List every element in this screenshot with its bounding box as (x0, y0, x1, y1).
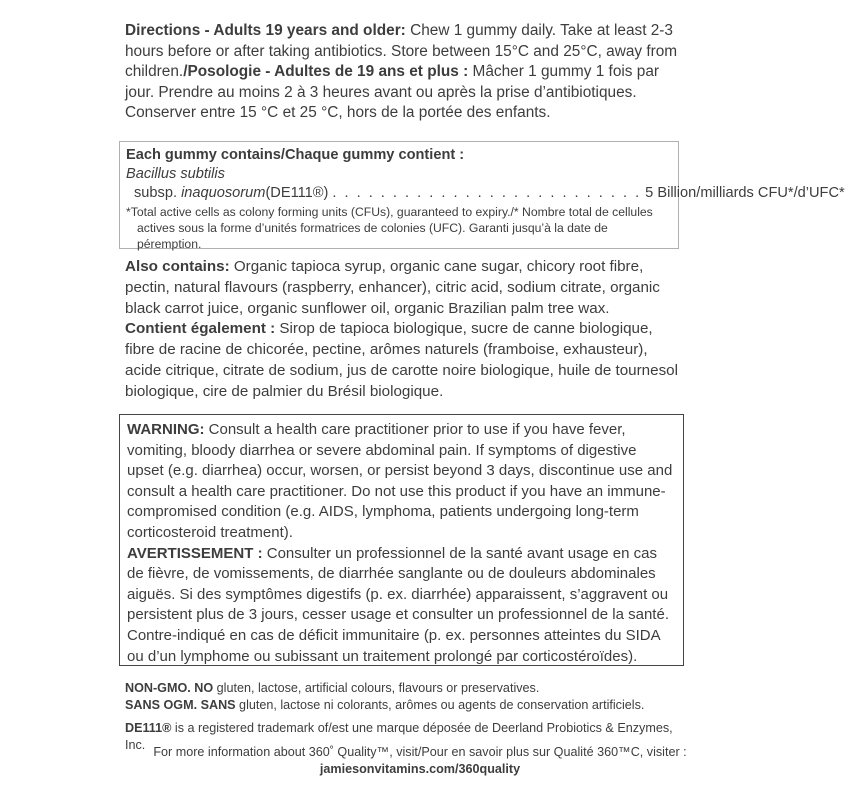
non-gmo-en (125, 680, 681, 697)
warning-en-heading: WARNING: (127, 421, 205, 438)
ingredient-row (126, 184, 845, 203)
directions-fr-heading: /Posologie - Adultes de 19 ans et plus : (183, 63, 469, 81)
non-gmo-section (125, 680, 681, 714)
warning-en-text: Consult a health care practitioner prior to use if you have fever, vomiting, bloody diarrhea or severe abdominal pain. If symptoms of digestive upset (e.g. diarrhea) occur, worsen, or persist beyond 3 days, discontinue use and consult a health care practitioner. Do not use this product if you have an immune-compromised condition (e.g. AIDS, lymphoma, patients undergoing long-term corticosteroid treatment). (127, 421, 673, 541)
warning-fr-text: Consulter un professionnel de la santé avant usage en cas de fièvre, de vomissements, de diarrhée sanglante ou de douleurs abdominales aiguës. Si des symptômes digestifs (p. ex. diarrhée) apparaissent, s’aggravent ou persistent plus de 3 jours, cesser usage et consulter un professionnel de la santé. Contre-indiqué en cas de déficit immunitaire (p. ex. personnes atteintes du SIDA ou d’un lymphome ou subissant un traitement prolongé par corticostéroïdes). (127, 544, 669, 665)
more-info-text: For more information about 360˚ Quality™, visit/Pour en savoir plus sur Qualité 360™C, visiter : (153, 745, 687, 759)
trademark-mark: DE111® (125, 721, 172, 735)
non-gmo-en-text: gluten, lactose, artificial colours, flavours or preservatives. (213, 681, 540, 695)
non-gmo-fr (125, 697, 681, 714)
non-gmo-fr-heading: SANS OGM. SANS (125, 698, 236, 712)
dot-leader: . . . . . . . . . . . . . . . . . . . . . . . . . . (332, 185, 642, 201)
directions-en-text: Chew 1 gummy daily. Take at least 2-3 hours before or after taking antibiotics. Store between 15°C and 25°C, away from children. (125, 22, 678, 81)
directions-fr-text: Mâcher 1 gummy 1 fois par jour. Prendre au moins 2 à 3 heures avant ou après la prise d’antibiotiques. Conserver entre 15 °C et 25 °C, hors de la portée des enfants. (125, 63, 660, 122)
more-info-url: jamiesonvitamins.com/360quality (319, 762, 521, 776)
strain-name: (DE111®) (265, 185, 329, 201)
directions-en-heading: Directions - Adults 19 years and older: (125, 22, 406, 39)
non-gmo-fr-text: gluten, lactose ni colorants, arômes ou agents de conservation artificiels. (235, 698, 645, 712)
gummy-contents-box (119, 141, 845, 251)
warning-fr-heading: AVERTISSEMENT : (127, 544, 263, 562)
contents-heading: Each gummy contains/Chaque gummy contient : (126, 147, 465, 163)
footnote-line-2: actives sous la forme d’unités formatrices de colonies (UFC). Garanti jusqu’à la date de péremption. (137, 221, 608, 251)
trademark-text: is a registered trademark of/est une marque déposée de Deerland Probiotics & Enzymes, Inc. (125, 721, 673, 752)
directions-section (125, 21, 681, 124)
subsp-prefix: subsp. (134, 185, 177, 201)
species-name: Bacillus subtilis (126, 166, 225, 182)
contents-footnote (126, 204, 672, 252)
more-info-section (100, 744, 740, 778)
also-contains-en-heading: Also contains: (125, 258, 230, 275)
also-contains-fr-heading: Contient également : (125, 320, 276, 338)
also-contains-section (125, 257, 681, 403)
footnote-line-1: *Total active cells as colony forming units (CFUs), guaranteed to expiry./* Nombre total de cellules (126, 205, 653, 219)
non-gmo-en-heading: NON-GMO. NO (125, 681, 214, 695)
subsp-name: inaquosorum (181, 185, 266, 201)
also-contains-en-text: Organic tapioca syrup, organic cane sugar, chicory root fibre, pectin, natural flavours (raspberry, enhancer), citric acid, sodium citrate, organic black carrot juice, organic sunflower oil, organic Brazilian palm tree wax. (125, 258, 660, 317)
ingredient-amount: 5 Billion/milliards CFU*/d’UFC* (645, 185, 845, 201)
also-contains-fr-text: Sirop de tapioca biologique, sucre de canne biologique, fibre de racine de chicorée, pectine, arômes naturels (framboise, exhausteur), acide citrique, citrate de sodium, jus de carotte noire biologique, huile de tournesol biologique, cire de palmier du Brésil biologique. (125, 320, 678, 400)
warning-box (119, 414, 684, 666)
